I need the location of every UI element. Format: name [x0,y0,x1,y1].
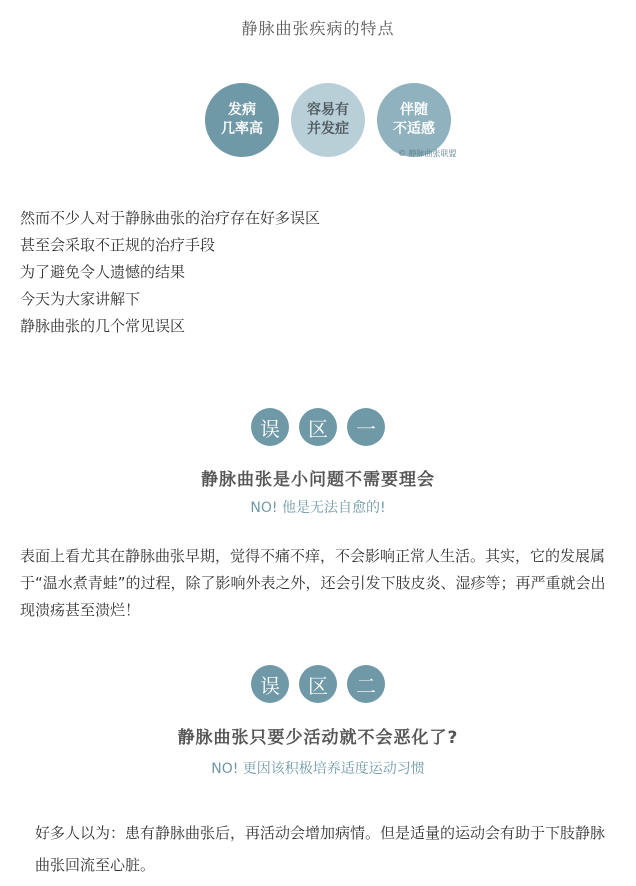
feature-circle-high-incidence [205,83,279,157]
myth1-answer: NO! 他是无法自愈的! [250,500,386,516]
intro-line: 为了避免令人遗憾的结果 [20,263,186,281]
intro-line: 甚至会采取不正规的治疗手段 [20,236,216,254]
myth2-heading: 静脉曲张只要少活动就不会恶化了? [177,728,459,748]
feature-circle-discomfort [377,83,451,157]
myth-badge: 区 [299,408,337,446]
myth1-body: 表面上看尤其在静脉曲张早期，觉得不痛不痒，不会影响正常人生活。其实，它的发展属于“温水煮青蛙”的过程，除了影响外表之外，还会引发下肢皮炎、湿疹等；再严重就会出现溃疡甚至溃烂！ [20,547,606,619]
myth-badge: 二 [347,665,385,703]
feature-circle-complications [291,83,365,157]
intro-text [20,205,320,340]
article-title: 静脉曲张疾病的特点 [241,19,395,38]
intro-line: 然而不少人对于静脉曲张的治疗存在好多误区 [20,209,321,227]
myth-badge: 误 [251,665,289,703]
myth-badge: 误 [251,408,289,446]
intro-line: 今天为大家讲解下 [20,290,141,308]
myth2-body: 好多人以为：患有静脉曲张后，再活动会增加病情。但是适量的运动会有助于下肢静脉曲张回流至心脏。 [35,824,606,874]
myth1-heading: 静脉曲张是小问题不需要理会 [201,470,435,490]
feature-line1: 容易有 [307,102,349,118]
watermark: © 静脉曲张联盟 [398,149,457,158]
feature-line2: 几率高 [221,121,263,137]
feature-line2: 不适感 [393,121,435,137]
myth-badge: 区 [299,665,337,703]
feature-line2: 并发症 [307,121,349,137]
myth2-badges [0,665,636,703]
feature-line1: 发病 [228,102,256,118]
feature-line1: 伴随 [400,102,428,118]
myth2-answer: NO! 更因该积极培养适度运动习惯 [211,761,425,777]
myth1-badges [0,408,636,446]
intro-line: 静脉曲张的几个常见误区 [20,317,186,335]
myth-badge: 一 [347,408,385,446]
